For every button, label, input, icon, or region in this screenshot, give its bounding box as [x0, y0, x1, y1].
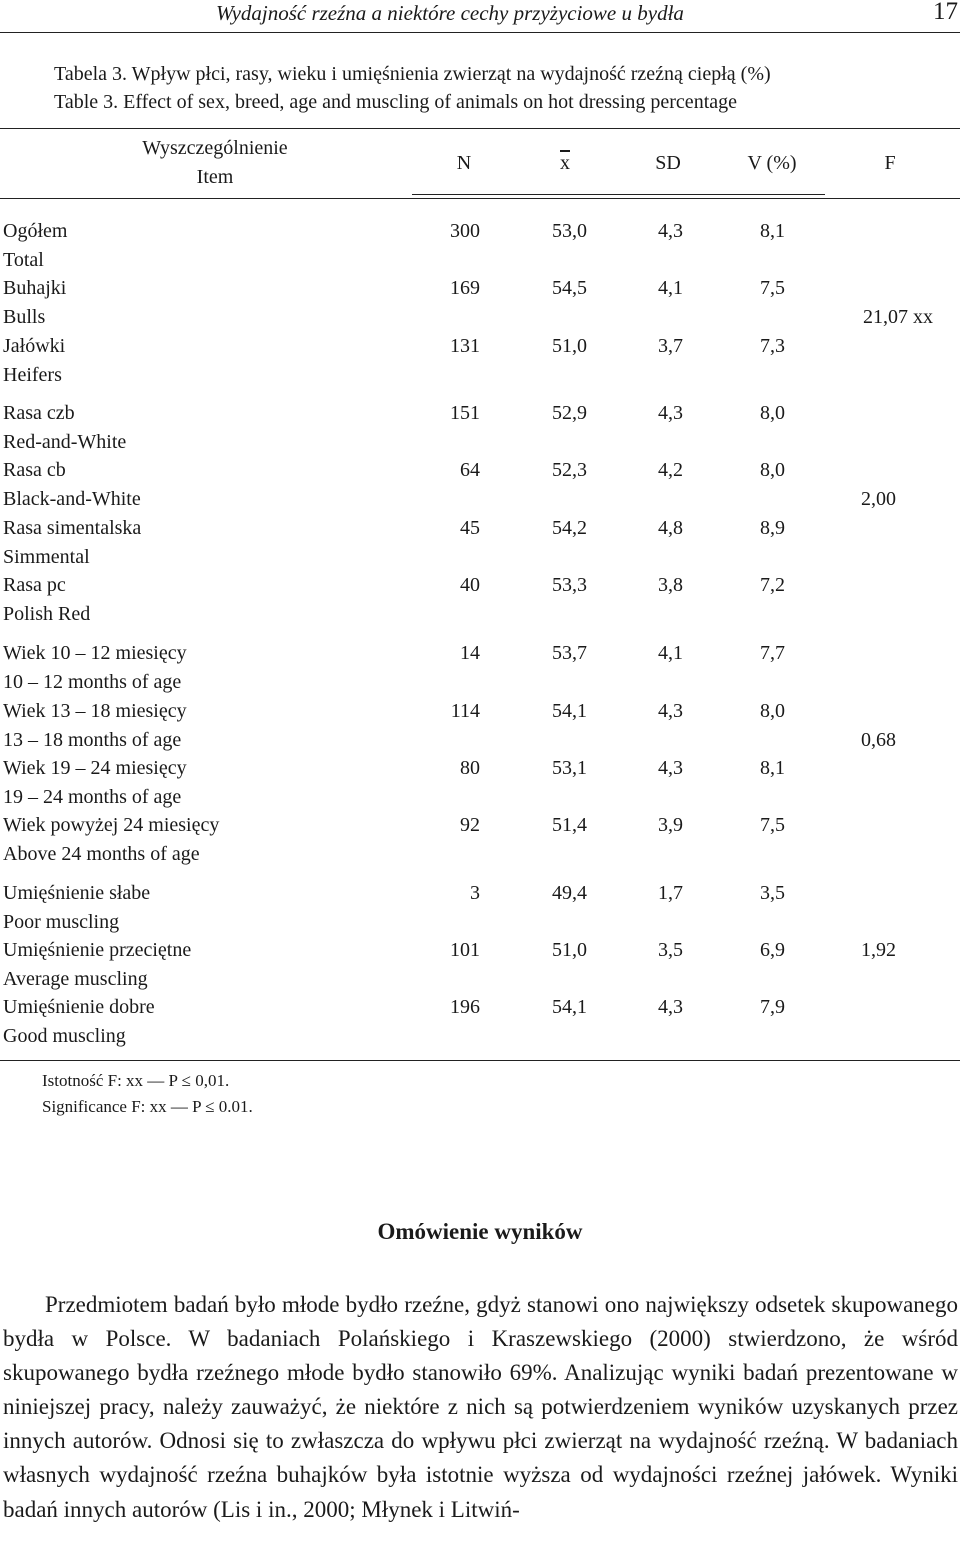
cell-v: 7,5: [760, 814, 785, 836]
footnote-en: Significance F: xx — P ≤ 0.01.: [42, 1097, 253, 1116]
cell-mean: 54,1: [552, 996, 587, 1018]
cell-sd: 4,3: [658, 757, 683, 779]
cell-v: 8,1: [760, 757, 785, 779]
cell-v: 7,9: [760, 996, 785, 1018]
row-label-pl: Jałówki: [3, 335, 66, 357]
row-label-pl: Wiek 10 – 12 miesięcy: [3, 642, 187, 664]
cell-mean: 52,3: [552, 459, 587, 481]
cell-n: 114: [450, 700, 480, 722]
cell-mean: 51,0: [552, 335, 587, 357]
running-title: Wydajność rzeźna a niektóre cechy przyżyciowe u bydła: [216, 1, 684, 25]
row-label-pl: Wiek powyżej 24 miesięcy: [3, 814, 220, 836]
cell-sd: 1,7: [658, 882, 683, 904]
cell-n: 80: [460, 757, 480, 779]
row-label-pl: Buhajki: [3, 277, 67, 299]
cell-n: 64: [460, 459, 480, 481]
column-header-v: V (%): [747, 152, 797, 174]
column-header-f: F: [884, 152, 896, 174]
cell-v: 7,7: [760, 642, 785, 664]
cell-mean: 53,1: [552, 757, 587, 779]
cell-sd: 4,3: [658, 402, 683, 424]
cell-n: 3: [470, 882, 480, 904]
row-label-pl: Umięśnienie dobre: [3, 996, 155, 1018]
cell-sd: 4,8: [658, 517, 683, 539]
cell-v: 8,0: [760, 402, 785, 424]
row-label-pl: Wiek 19 – 24 miesięcy: [3, 757, 187, 779]
row-label-pl: Rasa czb: [3, 402, 75, 424]
row-label-pl: Ogółem: [3, 220, 68, 242]
cell-sd: 4,2: [658, 459, 683, 481]
page-number: 17: [933, 0, 958, 25]
cell-n: 40: [460, 574, 480, 596]
f-value-breed: 2,00: [861, 488, 896, 510]
cell-mean: 53,7: [552, 642, 587, 664]
cell-v: 8,9: [760, 517, 785, 539]
cell-sd: 3,7: [658, 335, 683, 357]
cell-mean: 53,3: [552, 574, 587, 596]
row-label-en: Bulls: [3, 306, 46, 328]
row-label-en: Above 24 months of age: [3, 843, 200, 865]
column-header-n: N: [456, 152, 472, 174]
cell-v: 6,9: [760, 939, 785, 961]
row-label-en: Simmental: [3, 546, 90, 568]
row-label-en: Black-and-White: [3, 488, 141, 510]
cell-n: 169: [450, 277, 480, 299]
cell-v: 3,5: [760, 882, 785, 904]
row-label-pl: Rasa cb: [3, 459, 66, 481]
cell-n: 151: [450, 402, 480, 424]
row-label-en: Average muscling: [3, 968, 148, 990]
cell-sd: 4,3: [658, 996, 683, 1018]
cell-sd: 4,1: [658, 277, 683, 299]
cell-sd: 4,3: [658, 700, 683, 722]
footnote-pl: Istotność F: xx — P ≤ 0,01.: [42, 1071, 230, 1090]
cell-v: 7,5: [760, 277, 785, 299]
table-caption-pl: Tabela 3. Wpływ płci, rasy, wieku i umięśnienia zwierząt na wydajność rzeźną ciepłą (%): [54, 63, 771, 85]
row-label-en: Good muscling: [3, 1025, 126, 1047]
row-label-en: Poor muscling: [3, 911, 120, 933]
f-value-age: 0,68: [861, 729, 896, 751]
row-label-pl: Umięśnienie przeciętne: [3, 939, 192, 961]
cell-n: 300: [450, 220, 480, 242]
body-paragraph: Przedmiotem badań było młode bydło rzeźne, gdyż stanowi ono największy odsetek skupowanego bydła w Polsce. W badaniach Polańskiego i Kraszewskiego (2000) stwierdzono, że wśród skupowanego bydła rzeźnego młode bydło stanowiło 69%. Analizując wyniki badań prezentowane w niniejszej pracy, należy zauważyć, że niektóre z nich są potwierdzeniem wyników uzyskanych przez innych autorów. Odnosi się to zwłaszcza do wpływu płci zwierząt na wydajność rzeźną. W badaniach własnych wydajność rzeźna buhajków była istotnie wyższa od wydajności rzeźnej jałówek. Wyniki badań innych autorów (Lis i in., 2000; Młynek i Litwiń-: [3, 1292, 958, 1522]
column-header-item: [100, 134, 330, 192]
cell-v: 7,2: [760, 574, 785, 596]
header-bottom-rule: [0, 198, 960, 199]
cell-mean: 54,2: [552, 517, 587, 539]
cell-sd: 3,5: [658, 939, 683, 961]
cell-mean: 49,4: [552, 882, 587, 904]
column-header-sd: SD: [655, 152, 681, 174]
cell-v: 8,0: [760, 459, 785, 481]
row-label-pl: Wiek 13 – 18 miesięcy: [3, 700, 187, 722]
cell-mean: 52,9: [552, 402, 587, 424]
f-value-muscling: 1,92: [861, 939, 896, 961]
row-label-en: 13 – 18 months of age: [3, 729, 182, 751]
row-label-pl: Rasa pc: [3, 574, 66, 596]
cell-mean: 51,4: [552, 814, 587, 836]
cell-sd: 3,8: [658, 574, 683, 596]
cell-v: 7,3: [760, 335, 785, 357]
row-label-en: Total: [3, 249, 44, 271]
table-bottom-rule: [0, 1060, 960, 1061]
row-label-en: Heifers: [3, 364, 62, 386]
row-label-pl: Umięśnienie słabe: [3, 882, 151, 904]
column-header-mean: $\overline{x}$: [560, 152, 570, 174]
cell-n: 101: [450, 939, 480, 961]
cell-n: 92: [460, 814, 480, 836]
cell-mean: 54,1: [552, 700, 587, 722]
row-label-en: Red-and-White: [3, 431, 127, 453]
cell-n: 131: [450, 335, 480, 357]
cell-mean: 53,0: [552, 220, 587, 242]
f-value-sex: 21,07 xx: [863, 306, 933, 328]
cell-v: 8,0: [760, 700, 785, 722]
cell-mean: 51,0: [552, 939, 587, 961]
cell-v: 8,1: [760, 220, 785, 242]
section-title: Omówienie wyników: [377, 1219, 583, 1244]
table-caption-en: Table 3. Effect of sex, breed, age and muscling of animals on hot dressing percentage: [54, 91, 737, 113]
column-header-item-en: Item: [196, 166, 234, 188]
column-header-item-pl: Wyszczególnienie: [142, 137, 288, 159]
cell-sd: 4,1: [658, 642, 683, 664]
row-label-en: 10 – 12 months of age: [3, 671, 182, 693]
row-label-en: Polish Red: [3, 603, 91, 625]
table-top-rule: [0, 128, 960, 129]
cell-mean: 54,5: [552, 277, 587, 299]
cell-n: 196: [450, 996, 480, 1018]
cell-sd: 4,3: [658, 220, 683, 242]
header-short-rule: [412, 194, 825, 195]
cell-n: 14: [460, 642, 480, 664]
row-label-en: 19 – 24 months of age: [3, 786, 182, 808]
cell-n: 45: [460, 517, 480, 539]
page-header: [0, 0, 960, 33]
cell-sd: 3,9: [658, 814, 683, 836]
row-label-pl: Rasa simentalska: [3, 517, 142, 539]
